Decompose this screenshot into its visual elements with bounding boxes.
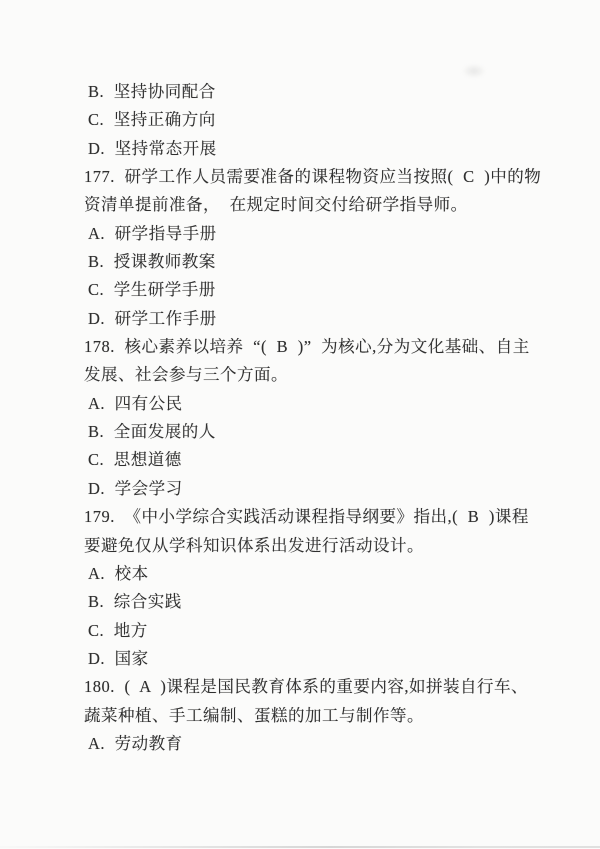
- option-line: A. 研学指导手册: [88, 223, 217, 243]
- option-line: B. 坚持协同配合: [88, 82, 216, 101]
- scan-artifact: [462, 64, 486, 78]
- option-line: B. 综合实践: [88, 592, 182, 612]
- page-bottom-edge: [0, 846, 600, 848]
- question-stem-line: 发展、社会参与三个方面。: [84, 365, 288, 385]
- question-text-block: [0, 78, 600, 758]
- option-line: D. 研学工作手册: [88, 308, 217, 328]
- option-line: C. 坚持正确方向: [88, 110, 216, 130]
- question-stem-line: 资清单提前准备， 在规定时间交付给研学指导师。: [84, 195, 468, 215]
- option-line: A. 劳动教育: [88, 733, 183, 753]
- option-line: C. 思想道德: [88, 450, 182, 470]
- option-line: B. 全面发展的人: [88, 422, 216, 442]
- question-stem-line: 180. ( A )课程是国民教育体系的重要内容,如拼装自行车、: [84, 677, 528, 697]
- question-stem-line: 177. 研学工作人员需要准备的课程物资应当按照( C )中的物: [84, 167, 542, 187]
- question-stem-line: 179. 《中小学综合实践活动课程指导纲要》指出,( B )课程: [84, 507, 529, 527]
- option-line: D. 国家: [88, 648, 149, 668]
- option-line: A. 四有公民: [88, 393, 183, 413]
- option-line: D. 坚持常态开展: [88, 138, 217, 158]
- question-stem-line: 178. 核心素养以培养 “( B )” 为核心,分为文化基础、自主: [84, 337, 530, 357]
- option-line: C. 地方: [88, 620, 148, 640]
- option-line: D. 学会学习: [88, 478, 183, 498]
- option-line: A. 校本: [88, 563, 149, 583]
- option-line: C. 学生研学手册: [88, 280, 216, 300]
- question-stem-line: 蔬菜种植、手工编制、蛋糕的加工与制作等。: [84, 705, 424, 725]
- option-line: B. 授课教师教案: [88, 252, 216, 272]
- question-stem-line: 要避免仅从学科知识体系出发进行活动设计。: [84, 535, 424, 555]
